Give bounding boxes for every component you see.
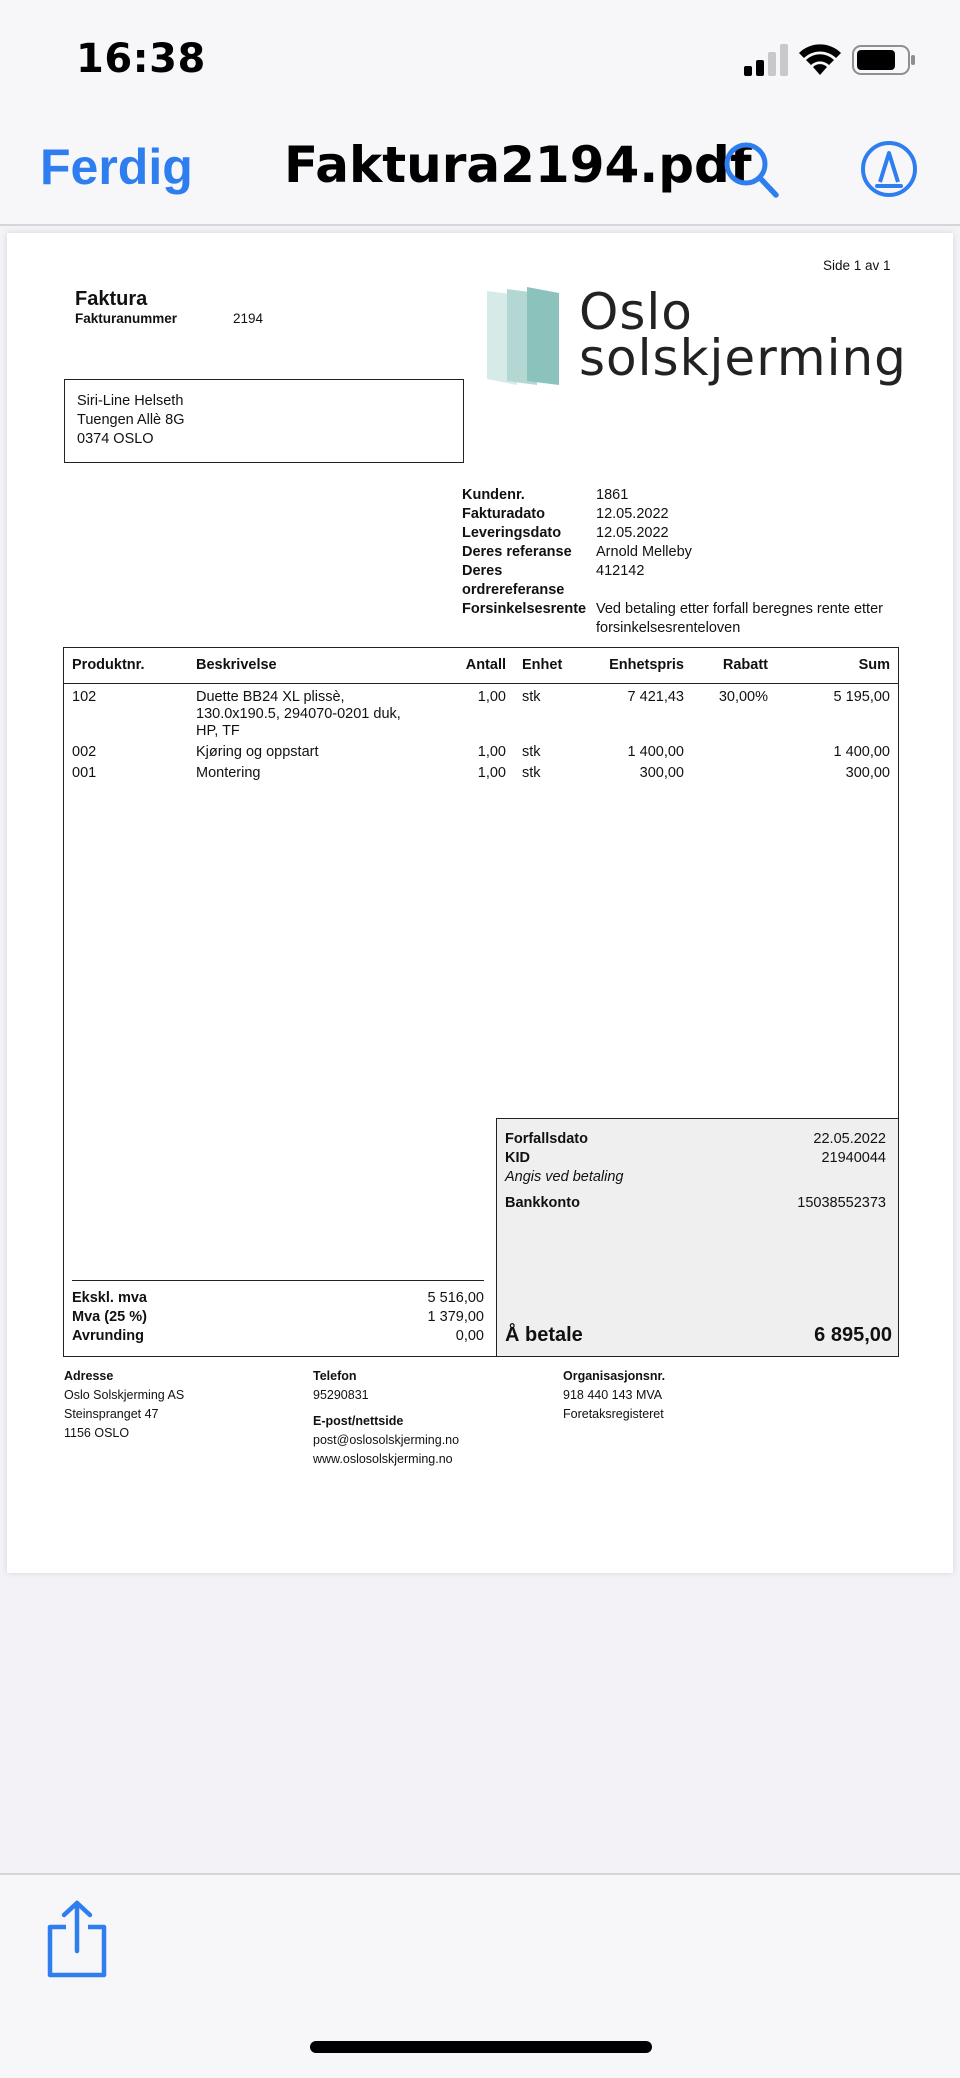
- amount-due-value: 6 895,00: [814, 1324, 892, 1346]
- invoice-lines-table: Produktnr. Beskrivelse Antall Enhet Enhetspris Rabatt Sum 102 Duette BB24 XL plissè, 130.0x190.5, 294070-0201 duk, HP, TF 1,00 stk 7 421,43 30,00% 5 195,00 002 Kjøring og oppstart 1,00 stk 1 400,00 1 400,00 001 Montering 1,00 stk 300,00 300,00 Ekskl. mva 5 516,00 Mva (25 %) 1 379,00 Avrunding 0,00 Forfallsdato 22.05.2022 KID 21940044 Angis ved betaling Bankkonto 15038552373 Å betale 6 895,00: [63, 647, 899, 1357]
- invoice-number-value: 2194: [233, 311, 264, 326]
- col-sum: Sum: [858, 657, 890, 673]
- status-bar: [0, 0, 960, 110]
- page-indicator: Side 1 av 1: [823, 258, 891, 273]
- rounding-value: 0,00: [455, 1328, 484, 1344]
- table-header: [64, 648, 898, 684]
- payment-summary: Forfallsdato 22.05.2022 KID 21940044 Angis ved betaling Bankkonto 15038552373 Å betale 6 895,00: [496, 1118, 898, 1356]
- invoice-heading: Faktura: [75, 288, 148, 310]
- recipient-address: Siri-Line Helseth Tuengen Allè 8G 0374 OSLO: [64, 379, 464, 463]
- rounding-label: Avrunding: [72, 1328, 144, 1344]
- excl-vat-value: 5 516,00: [427, 1290, 484, 1306]
- amount-due-label: Å betale: [505, 1324, 583, 1346]
- col-unit-price: Enhetspris: [609, 657, 684, 673]
- col-unit: Enhet: [522, 657, 563, 673]
- document-title: Faktura2194.pdf: [284, 136, 752, 194]
- kid-number: 21940044: [821, 1150, 886, 1166]
- totals-divider: [72, 1280, 484, 1281]
- navigation-bar: [0, 110, 960, 226]
- footer-address: Adresse Oslo Solskjerming AS Steinspranget 47 1156 OSLO: [64, 1369, 185, 1440]
- due-date: 22.05.2022: [813, 1131, 886, 1147]
- share-icon[interactable]: [44, 1899, 110, 1979]
- col-description: Beskrivelse: [196, 657, 277, 673]
- pdf-page: Side 1 av 1 Faktura Fakturanummer 2194 Oslo solskjerming Siri-Line Helseth Tuengen Allè 8G 0374 OSLO Kundenr. 1861 Fakturadato 12.05.2022 Leveringsdato 12.05.2022 Deres referanse Arnold Melleby Deres 412142 ordrereferanse Forsinkelsesrente Ved betaling etter forfall beregnes rente etter forsinkelsesrenteloven Produktnr. Beskrivelse Antall Enhet Enhetspris Rabatt Sum 102 Duette BB24 XL plissè, 130.0x190.5, 294070-0201 duk, HP, TF 1,00 stk 7 421,43 30,00% 5 195,00 002 Kjøring og oppstart 1,00 stk 1 400,00 1 400,00 001 Montering 1,00 stk 300,00 300,00 Ekskl. mva 5 516,00 Mva (25 %) 1 379,00 Avrunding 0,00 Forfallsdato 22.05.2022 KID 21940044 Angis ved betaling Bankkonto 15038552373 Å betale 6 895,00 Adresse Oslo Solskjerming AS Steinspranget 47 1156 OSLO Telefon 95290831 E-post/nettside post@oslosolskjerming.no www.oslosolskjerming.no Organisasjonsnr. 918 440 143 MVA Foretaksregisteret: [7, 233, 953, 1573]
- invoice-number-label: Fakturanummer: [75, 311, 178, 326]
- battery-icon: [852, 44, 916, 76]
- cellular-signal-icon: [744, 44, 788, 76]
- excl-vat-label: Ekskl. mva: [72, 1290, 147, 1306]
- col-product: Produktnr.: [72, 657, 145, 673]
- footer-contact: Telefon 95290831 E-post/nettside post@oslosolskjerming.no www.oslosolskjerming.no: [313, 1369, 460, 1466]
- company-logo: [487, 285, 907, 395]
- logo-text: Oslo solskjerming: [579, 283, 907, 387]
- bank-account: 15038552373: [797, 1195, 886, 1211]
- search-icon[interactable]: [722, 140, 780, 200]
- vat-label: Mva (25 %): [72, 1309, 147, 1325]
- markup-pen-icon[interactable]: [860, 140, 918, 198]
- vat-value: 1 379,00: [427, 1309, 484, 1325]
- status-time: 16:38: [76, 36, 206, 82]
- footer-organization: Organisasjonsnr. 918 440 143 MVA Foretaksregisteret: [563, 1369, 666, 1421]
- wifi-icon: [798, 42, 842, 76]
- col-discount: Rabatt: [722, 657, 768, 673]
- col-qty: Antall: [465, 657, 506, 673]
- done-button[interactable]: Ferdig: [40, 139, 193, 195]
- home-indicator[interactable]: [310, 2041, 652, 2053]
- logo-mark-icon: [487, 287, 567, 387]
